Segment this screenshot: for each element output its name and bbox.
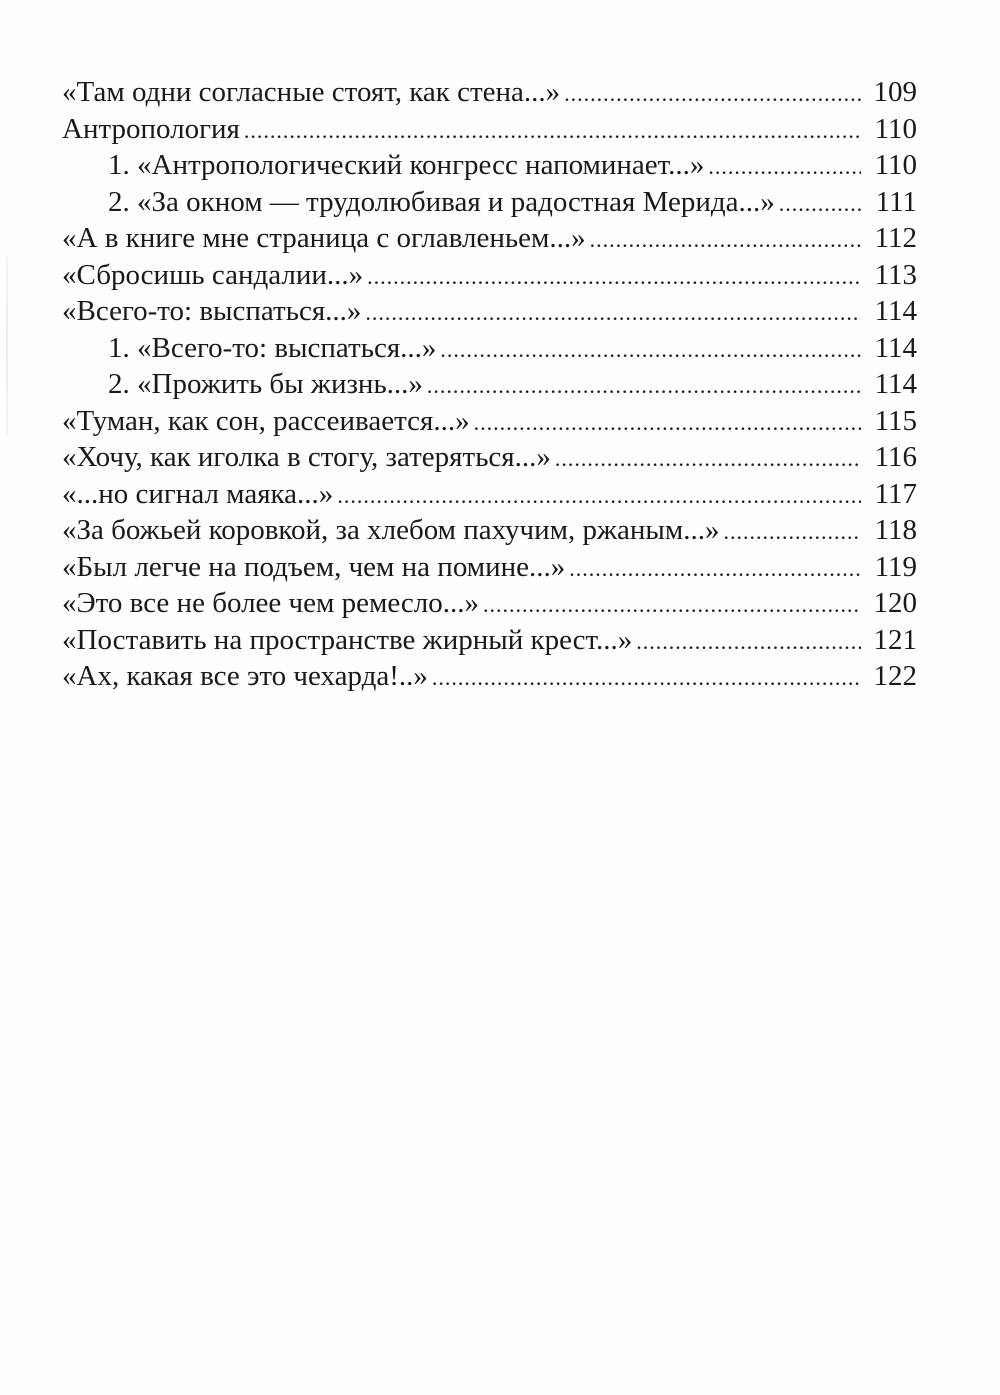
- toc-entry-title: «Ах, какая все это чехарда!..»: [62, 660, 428, 692]
- toc-entry-title: 2. «Прожить бы жизнь...»: [108, 368, 423, 400]
- toc-leader-dots: [483, 585, 861, 624]
- toc-entry-title: «Сбросишь сандалии...»: [62, 258, 364, 291]
- toc-subentry: [62, 147, 917, 184]
- toc-entry-title: «Там одни согласные стоят, как стена...»: [62, 76, 561, 108]
- toc-entry: [62, 111, 917, 148]
- toc-entry-title: «Хочу, как иголка в стогу, затеряться...»: [62, 441, 551, 473]
- toc-entry-title: 1. «Антропологический конгресс напоминает...»: [108, 149, 705, 181]
- toc-leader-dots: [590, 220, 861, 259]
- toc-entry-page: 117: [874, 477, 917, 510]
- toc-leader-dots: [555, 439, 861, 478]
- toc-entry-page: 110: [874, 149, 917, 181]
- toc-entry-title: «Это все не более чем ремесло...»: [62, 587, 480, 619]
- toc-entry-title: «За божьей коровкой, за хлебом пахучим, ржаным...»: [62, 514, 720, 546]
- toc-leader-dots: [779, 184, 861, 223]
- toc-entry: [62, 293, 917, 330]
- toc-subentry: [62, 330, 917, 367]
- toc-leader-dots: [440, 330, 861, 369]
- toc-entry: [62, 476, 917, 513]
- toc-entry-page: 109: [873, 76, 917, 108]
- toc-leader-dots: [432, 658, 861, 697]
- toc-entry: [62, 658, 917, 695]
- toc-leader-dots: [365, 293, 861, 332]
- toc-leader-dots: [724, 512, 861, 551]
- toc-subentry: [62, 366, 917, 403]
- toc-leader-dots: [337, 476, 861, 515]
- table-of-contents: [62, 74, 917, 695]
- toc-entry-page: 116: [874, 441, 917, 473]
- toc-leader-dots: [636, 622, 861, 661]
- toc-entry-page: 111: [875, 185, 917, 218]
- toc-entry-title: «Был легче на подъем, чем на помине...»: [62, 550, 566, 583]
- toc-entry-title: «Поставить на пространстве жирный крест...»: [62, 623, 633, 656]
- toc-entry-title: Антропология: [62, 112, 240, 145]
- toc-entry-page: 115: [874, 404, 917, 437]
- toc-leader-dots: [367, 257, 861, 296]
- toc-entry: [62, 512, 917, 549]
- toc-entry-page: 114: [874, 295, 917, 327]
- toc-entry: [62, 257, 917, 294]
- toc-entry-page: 113: [874, 258, 917, 291]
- page-edge-shading: [6, 255, 8, 435]
- toc-entry-title: «А в книге мне страница с оглавленьем...»: [62, 222, 586, 254]
- toc-leader-dots: [564, 74, 861, 113]
- toc-entry: [62, 220, 917, 257]
- toc-leader-dots: [427, 366, 861, 405]
- toc-entry-page: 121: [873, 623, 917, 656]
- toc-leader-dots: [244, 111, 861, 150]
- toc-entry-page: 119: [874, 550, 917, 583]
- toc-entry-page: 110: [874, 112, 917, 145]
- toc-entry-page: 112: [874, 222, 917, 254]
- toc-entry: [62, 622, 917, 659]
- toc-entry-page: 120: [873, 587, 917, 619]
- toc-entry: [62, 403, 917, 440]
- toc-entry-title: «Всего-то: выспаться...»: [62, 295, 362, 327]
- toc-entry: [62, 74, 917, 111]
- toc-entry-page: 114: [874, 368, 917, 400]
- toc-leader-dots: [569, 549, 861, 588]
- toc-entry-title: «Туман, как сон, рассеивается...»: [62, 404, 470, 437]
- toc-entry: [62, 439, 917, 476]
- toc-entry-page: 122: [873, 660, 917, 692]
- toc-entry-title: 2. «За окном — трудолюбивая и радостная Мерида...»: [108, 185, 775, 218]
- toc-entry-page: 114: [874, 331, 917, 364]
- toc-leader-dots: [474, 403, 861, 442]
- toc-subentry: [62, 184, 917, 221]
- toc-entry: [62, 549, 917, 586]
- toc-entry-title: 1. «Всего-то: выспаться...»: [108, 331, 437, 364]
- toc-entry: [62, 585, 917, 622]
- toc-leader-dots: [708, 147, 861, 186]
- toc-entry-title: «...но сигнал маяка...»: [62, 477, 334, 510]
- toc-entry-page: 118: [874, 514, 917, 546]
